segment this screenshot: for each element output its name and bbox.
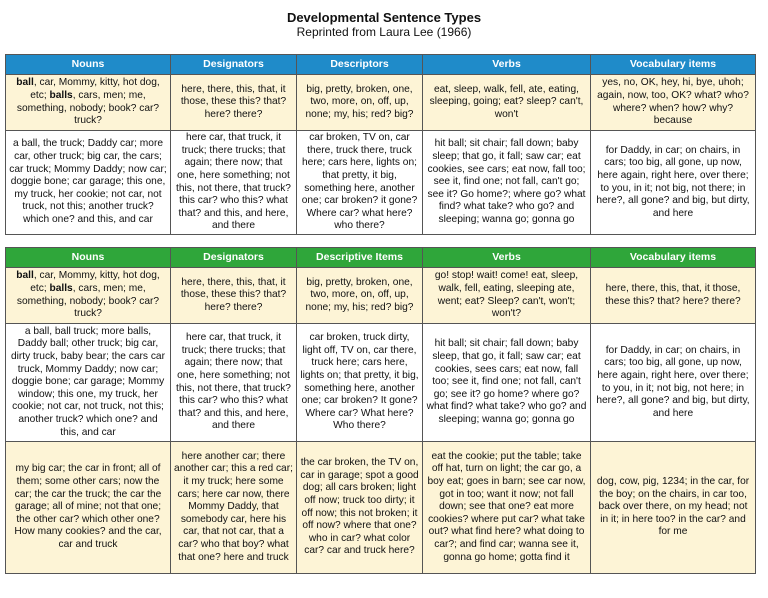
header-verbs: Verbs <box>423 55 591 75</box>
header-nouns: Nouns <box>6 55 171 75</box>
cell-nouns: ball, car, Mommy, kitty, hot dog, etc; balls, cars, men; me, something, nobody; book? car? truck? <box>6 75 171 131</box>
cell-nouns: a ball, ball truck; more balls, Daddy ball; other truck; big car, dirty truck, baby bear; the cars car truck, Mommy Daddy; now car; doggie bone; car garage; Mommy window; this one, my truck, her cookie; not car, not truck, not this; another truck? which one? and this, and car <box>6 324 171 442</box>
header-descriptors: Descriptors <box>297 55 423 75</box>
cell-vocabulary: for Daddy, in car; on chairs, in cars; too big, all gone, up now, here again, right here, over there; to you, in it; not big, not here; in here?, all gone? and big, but dirty, and here <box>591 324 756 442</box>
cell-designators: here another car; there another car; this a red car; it my truck; here some cars; here car now, there Mommy Daddy, that somebody car, here his car, that not car, that a car? who that boy? what that one? here and truck <box>171 442 297 574</box>
cell-nouns: my big car; the car in front; all of them; some other cars; now the car; the car the truck; the car the garage; all of mine; not that one; the other car? which other one? How many cookies? and the car, car and truck <box>6 442 171 574</box>
page-title: Developmental Sentence Types <box>286 10 482 25</box>
cell-verbs: go! stop! wait! come! eat, sleep, walk, fell, eating, sleeping ate, went; eat? Sleep? can't, won't; won't? <box>423 268 591 324</box>
cell-vocabulary: here, there, this, that, it those, these this? that? here? there? <box>591 268 756 324</box>
cell-verbs: eat, sleep, walk, fell, ate, eating, sleeping, going; eat? sleep? can't, won't <box>423 75 591 131</box>
cell-designators: here, there, this, that, it those, these this? that? here? there? <box>171 75 297 131</box>
cell-designators: here car, that truck, it truck; there trucks; that again; there now; that one, here something; not this, not there, that truck? this car? who this? what that? and this, and here, and there <box>171 131 297 235</box>
sentence-types-table-1 <box>5 54 756 235</box>
cell-verbs: hit ball; sit chair; fall down; baby sleep; that go, it fall; saw car; eat cookies, see cars; eat now, fall too; see it, find one; not fall, can't go; see it? Go home?; where go? what find? what take? who go? and sleeping; wanna go; gonna go <box>423 131 591 235</box>
table-row <box>6 324 756 442</box>
header-descriptive-items: Descriptive Items <box>297 248 423 268</box>
table-row <box>6 75 756 131</box>
page-subtitle: Reprinted from Laura Lee (1966) <box>296 25 472 39</box>
sentence-types-table-2 <box>5 247 756 574</box>
cell-designators: here car, that truck, it truck; there trucks; that again; there now; that one, here something; not this, not there, that truck? this car? who this? what that? and this, and here, and there <box>171 324 297 442</box>
header-vocabulary: Vocabulary items <box>591 55 756 75</box>
table-row <box>6 442 756 574</box>
header-vocabulary: Vocabulary items <box>591 248 756 268</box>
cell-verbs: eat the cookie; put the table; take off hat, turn on light; the car go, a boy eat; goes in barn; see car now, got in too; want it now; not fall down; see that one? eat more cookies? where put car? what take out? what find here? what doing to car?; and find car; wanna see it, gonna go home; gotta find it <box>423 442 591 574</box>
cell-vocabulary: dog, cow, pig, 1234; in the car, for the boy; on the chairs, in car too, back over there, on my head; not in it; in here too? in the car? and for me <box>591 442 756 574</box>
header-designators: Designators <box>171 55 297 75</box>
header-nouns: Nouns <box>6 248 171 268</box>
cell-designators: here, there, this, that, it those, these this? that? here? there? <box>171 268 297 324</box>
cell-nouns: a ball, the truck; Daddy car; more car, other truck; big car, the cars; car truck; Mommy Daddy; now car; doggie bone; car garage; this one, my truck, her cookie; not car, not truck, not this; another truck? which one? and this, and car <box>6 131 171 235</box>
table-row <box>6 131 756 235</box>
table-row <box>6 268 756 324</box>
cell-descriptive-items: car broken, truck dirty, light off, TV on, car there, truck here; cars here, lights on; that pretty, it big, something here, another one; car broken? It gone? Where car? What here? Who there? <box>297 324 423 442</box>
cell-vocabulary: yes, no, OK, hey, hi, bye, uhoh; again, now, too, OK? what? who? where? when? how? why? because <box>591 75 756 131</box>
cell-descriptive-items: the car broken, the TV on, car in garage; spot a good dog; all cars broken; light off now; truck too dirty; it off now; this not broken; it off now? where that one? who in car? what color car? car and truck here? <box>297 442 423 574</box>
cell-descriptors: big, pretty, broken, one, two, more, on, off, up, none; my, his; red? big? <box>297 75 423 131</box>
cell-verbs: hit ball; sit chair; fall down; baby sleep, that go, it fall; saw car; eat cookies, sees cars; eat now, fall too; see it, find one; not fall, can't go; see it? go home? where go? what find? what take? who go? and sleeping; wanna go; gonna go <box>423 324 591 442</box>
cell-descriptive-items: big, pretty, broken, one, two, more, on, off, up, none; my, his; red? big? <box>297 268 423 324</box>
cell-vocabulary: for Daddy, in car; on chairs, in cars; too big, all gone, up now, here again, right here, over there; to you, in it; not big, not there; in here?, all gone? and big, but dirty, and here <box>591 131 756 235</box>
header-designators: Designators <box>171 248 297 268</box>
cell-nouns: ball, car, Mommy, kitty, hot dog, etc; balls, cars, men; me, something, nobody; book? car? truck? <box>6 268 171 324</box>
cell-descriptors: car broken, TV on, car there, truck there, truck here; cars here, lights on; that pretty, it big, something here, another one; car broken? it gone? Where car? what here? who there? <box>297 131 423 235</box>
title-block <box>0 0 768 44</box>
header-verbs: Verbs <box>423 248 591 268</box>
